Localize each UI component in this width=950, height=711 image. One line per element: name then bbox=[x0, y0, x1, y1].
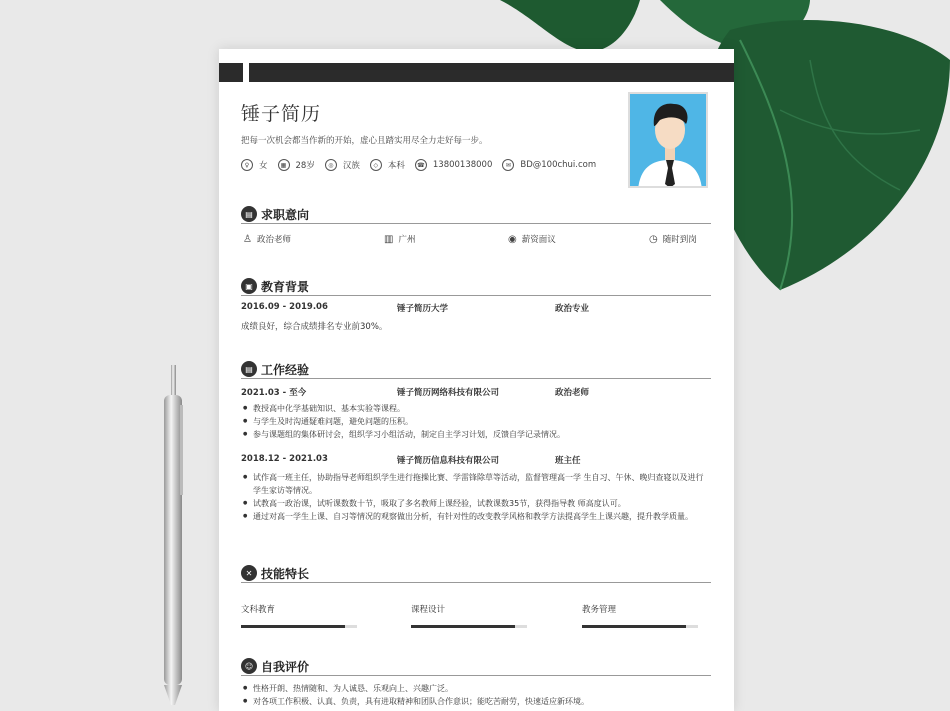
user-icon: ☺ bbox=[241, 658, 257, 674]
intent-city bbox=[384, 233, 415, 245]
intent-availability bbox=[649, 233, 697, 245]
list-item: ● 对各项工作积极、认真、负责，具有进取精神和团队合作意识；能吃苦耐劳，快速适应新环境。 bbox=[241, 695, 711, 708]
divider bbox=[241, 295, 711, 296]
skill-label: 文科教育 bbox=[241, 605, 276, 615]
header-bar-right bbox=[249, 63, 734, 82]
section-self-title: 自我评价 bbox=[261, 659, 310, 674]
divider bbox=[241, 582, 711, 583]
info-ethnicity: 汉族 bbox=[342, 161, 360, 171]
divider bbox=[241, 675, 711, 676]
info-gender: 女 bbox=[259, 161, 268, 171]
work-period: 2021.03 - 至今 bbox=[241, 388, 307, 398]
work-bullets bbox=[241, 402, 711, 441]
section-skills-header bbox=[241, 563, 711, 583]
info-email: BD@100chui.com bbox=[520, 160, 597, 170]
section-work-header bbox=[241, 359, 711, 379]
degree-icon: ◇ bbox=[370, 159, 382, 171]
divider bbox=[241, 223, 711, 224]
graduation-icon: ▣ bbox=[241, 278, 257, 294]
self-eval-bullets bbox=[241, 682, 711, 708]
skill-label: 课程设计 bbox=[411, 605, 446, 615]
work-period: 2018.12 - 2021.03 bbox=[241, 454, 328, 464]
ethnicity-icon: ◎ bbox=[325, 159, 337, 171]
education-period: 2016.09 - 2019.06 bbox=[241, 302, 328, 312]
education-desc: 成绩良好，综合成绩排名专业前30%。 bbox=[241, 322, 388, 332]
section-education-header bbox=[241, 276, 711, 296]
skill-bar bbox=[582, 625, 698, 628]
skill-item bbox=[241, 603, 359, 628]
intent-city-text: 广州 bbox=[398, 235, 416, 245]
gender-icon: ♀ bbox=[241, 159, 253, 171]
tie-icon: ♙ bbox=[243, 233, 252, 245]
intent-availability-text: 随时到岗 bbox=[662, 235, 697, 245]
resume-name: 锤子简历 bbox=[241, 103, 322, 125]
money-icon: ◉ bbox=[508, 233, 517, 245]
skill-bar bbox=[241, 625, 357, 628]
work-bullets bbox=[241, 471, 711, 523]
skill-item bbox=[411, 603, 529, 628]
section-education-title: 教育背景 bbox=[261, 279, 310, 294]
building-icon: ▥ bbox=[384, 233, 394, 245]
skill-item bbox=[582, 603, 700, 628]
info-phone: 13800138000 bbox=[432, 160, 493, 170]
skill-bar-fill bbox=[241, 625, 345, 628]
personal-info-row bbox=[241, 159, 606, 171]
intent-salary bbox=[508, 233, 556, 245]
resume-page bbox=[219, 49, 734, 711]
work-role: 政治老师 bbox=[555, 388, 590, 398]
clock-icon: ◷ bbox=[649, 233, 658, 245]
skill-bar-fill bbox=[582, 625, 686, 628]
skill-bar-fill bbox=[411, 625, 515, 628]
section-intent-title: 求职意向 bbox=[261, 207, 310, 222]
list-item: ● 试作高一班主任，协助指导老师组织学生进行拖操比赛、学雷锋除草等活动，监督管理高一学 生自习、午休、晚归查寝以及进行学生家访等情况。 bbox=[241, 471, 711, 497]
intent-job-text: 政治老师 bbox=[256, 235, 291, 245]
education-school: 锤子简历大学 bbox=[397, 304, 449, 314]
section-self-header bbox=[241, 656, 711, 676]
divider bbox=[241, 378, 711, 379]
info-age: 28岁 bbox=[295, 161, 315, 171]
avatar bbox=[628, 92, 708, 188]
section-work-title: 工作经验 bbox=[261, 362, 310, 377]
list-item: ● 参与课题组的集体研讨会，组织学习小组活动，制定自主学习计划，反馈自学记录情况。 bbox=[241, 428, 711, 441]
resume-motto: 把每一次机会都当作新的开始，虚心且踏实用尽全力走好每一步。 bbox=[241, 136, 488, 146]
intent-salary-text: 薪资面议 bbox=[521, 235, 556, 245]
skill-label: 教务管理 bbox=[582, 605, 617, 615]
list-item: ● 与学生及时沟通疑难问题，避免问题的压积。 bbox=[241, 415, 711, 428]
work-company: 锤子简历信息科技有限公司 bbox=[397, 456, 500, 466]
pen-decoration bbox=[158, 365, 188, 711]
info-degree: 本科 bbox=[387, 161, 405, 171]
list-item: ● 通过对高一学生上课、自习等情况的观察做出分析，有针对性的改变教学风格和教学方法提高学生上课兴趣，提升教学质量。 bbox=[241, 510, 711, 523]
header-bar-left bbox=[219, 63, 243, 82]
skill-bar bbox=[411, 625, 527, 628]
work-company: 锤子简历网络科技有限公司 bbox=[397, 388, 500, 398]
section-intent-header bbox=[241, 204, 711, 224]
email-icon: ✉ bbox=[502, 159, 514, 171]
phone-icon: ☎ bbox=[415, 159, 427, 171]
section-skills-title: 技能特长 bbox=[261, 566, 310, 581]
education-major: 政治专业 bbox=[555, 304, 590, 314]
tools-icon: ✕ bbox=[241, 565, 257, 581]
work-role: 班主任 bbox=[555, 456, 581, 466]
calendar-icon: ▦ bbox=[278, 159, 290, 171]
briefcase-icon: ▤ bbox=[241, 361, 257, 377]
list-item: ● 教授高中化学基础知识、基本实验等课程。 bbox=[241, 402, 711, 415]
list-item: ● 试教高一政治课，试听课数数十节，吸取了多名教师上课经验，试教课数35节，获得指导教 师高度认可。 bbox=[241, 497, 711, 510]
list-item: ● 性格开朗、热情随和、为人诚恳、乐观向上、兴趣广泛。 bbox=[241, 682, 711, 695]
briefcase-icon: ▤ bbox=[241, 206, 257, 222]
intent-job bbox=[243, 233, 291, 245]
